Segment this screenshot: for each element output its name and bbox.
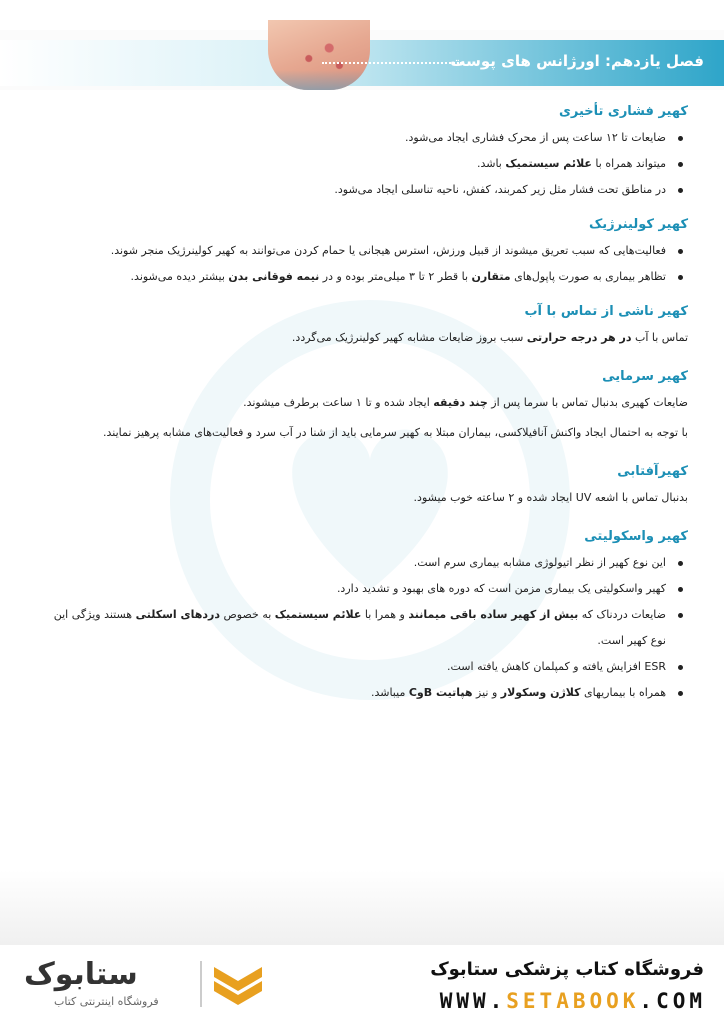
- section-title-cold: کهیر سرمایی: [602, 369, 688, 384]
- logo-divider: [200, 961, 202, 1007]
- section-title-cholinergic: کهیر کولینرژیک: [588, 217, 688, 232]
- list-vasculitic: [38, 550, 688, 706]
- list-item: تظاهر بیماری به صورت پاپول‌های متقارن با قطر ۲ تا ۳ میلی‌متر بوده و در نیمه فوقانی بدن بیشتر دیده می‌شوند.: [38, 264, 666, 290]
- list-item: میتواند همراه با علائم سیستمیک باشد.: [38, 151, 666, 177]
- list-cholinergic: [38, 238, 688, 290]
- list-item: این نوع کهیر از نظر اتیولوژی مشابه بیماری سرم است.: [38, 550, 666, 576]
- paragraph-cold-1: ضایعات کهیری بدنبال تماس با سرما پس از چند دقیقه ایجاد شده و تا ۱ ساعت برطرف میشوند.: [243, 396, 688, 409]
- paragraph-aquagenic: تماس با آب در هر درجه حرارتی سبب بروز ضایعات مشابه کهیر کولینرژیک می‌گردد.: [291, 331, 688, 344]
- section-title-aquagenic: کهیر ناشی از تماس با آب: [524, 304, 688, 319]
- list-item: در مناطق تحت فشار مثل زیر کمربند، کفش، ناحیه تناسلی ایجاد می‌شود.: [38, 177, 666, 203]
- list-item: همراه با بیماریهای کلاژن وسکولار و نیز هپاتیت BوC میباشد.: [38, 680, 666, 706]
- list-item: ضایعات تا ۱۲ ساعت پس از محرک فشاری ایجاد می‌شود.: [38, 125, 666, 151]
- page-header: [0, 0, 724, 90]
- header-skin-photo: [268, 20, 370, 90]
- list-delayed-pressure: [38, 125, 688, 203]
- logo-text: ستابوک: [24, 957, 138, 992]
- section-title-vasculitic: کهیر واسکولیتی: [584, 529, 688, 544]
- header-dotted-line: [322, 62, 462, 64]
- section-title-delayed-pressure: کهیر فشاری تأخیری: [558, 104, 688, 119]
- list-item: کهیر واسکولیتی یک بیماری مزمن است که دوره های بهبود و تشدید دارد.: [38, 576, 666, 602]
- footer-store-name: فروشگاه کتاب پزشکی ستابوک: [430, 959, 704, 980]
- chapter-title: فصل یازدهم: اورژانس های پوست: [450, 52, 704, 70]
- logo-subtitle: فروشگاه اینترنتی کتاب: [54, 995, 159, 1008]
- page-content: [38, 104, 688, 720]
- footer-logo: [24, 953, 284, 1017]
- book-logo-icon: [210, 959, 266, 1011]
- list-item: ضایعات دردناک که بیش از کهیر ساده باقی میمانند و همرا با علائم سیستمیک به خصوص دردهای اسکلتی هستند ویژگی این نوع کهیر است.: [38, 602, 666, 654]
- section-title-solar: کهیرآفتابی: [617, 464, 688, 479]
- footer-shade: [0, 870, 724, 950]
- page-footer: [0, 945, 724, 1024]
- list-item: فعالیت‌هایی که سبب تعریق میشوند از قبیل ورزش، استرس هیجانی یا حمام کردن می‌توانند به کهیر کولینرژیک منجر شوند.: [38, 238, 666, 264]
- list-item: ESR افزایش یافته و کمپلمان کاهش یافته است.: [38, 654, 666, 680]
- paragraph-cold-2: با توجه به احتمال ایجاد واکنش آنافیلاکسی، بیماران مبتلا به کهیر سرمایی باید از شنا در آب سرد و فعالیت‌های مشابه پرهیز نمایند.: [103, 426, 688, 439]
- footer-url[interactable]: WWW.SETABOOK.COM: [439, 989, 706, 1013]
- paragraph-solar: بدنبال تماس با اشعه UV ایجاد شده و ۲ ساعته خوب میشود.: [413, 491, 688, 504]
